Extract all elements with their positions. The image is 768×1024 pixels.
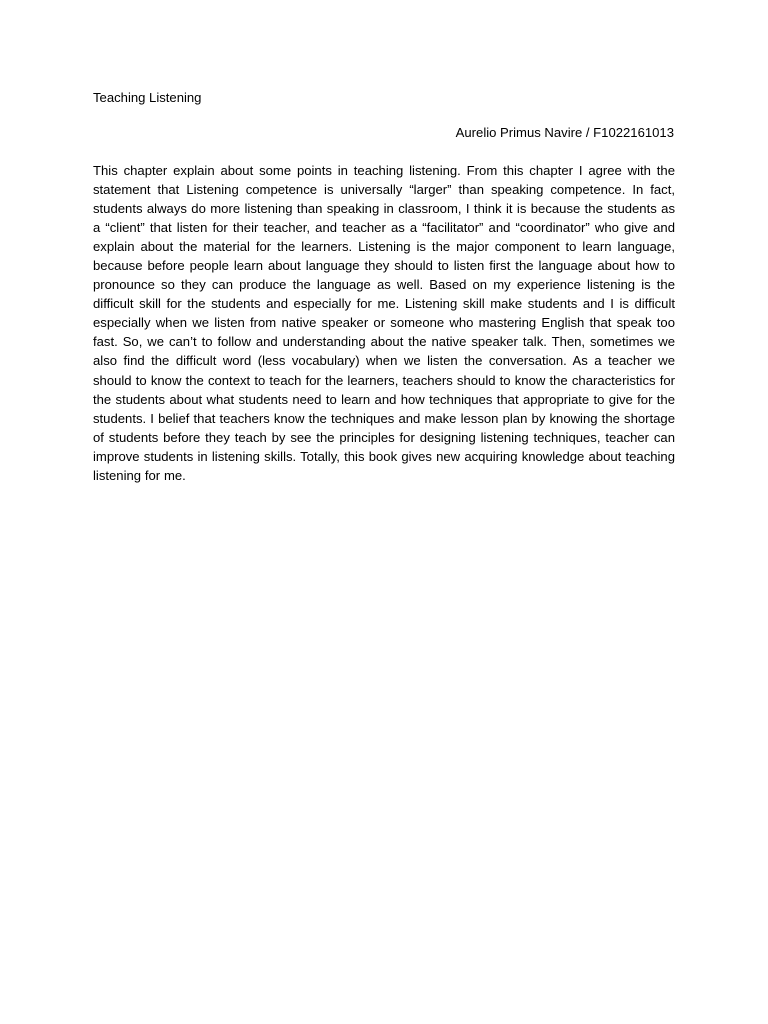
- document-title: Teaching Listening: [93, 90, 202, 105]
- author-line: Aurelio Primus Navire / F1022161013: [455, 125, 674, 140]
- body-paragraph: This chapter explain about some points in teaching listening. From this chapter I agree with the statement that Listening competence is universally “larger” than speaking competence. In fact, students always do more listening than speaking in classroom, I think it is because the students as a “client” that listen for their teacher, and teacher as a “facilitator” and “coordinator” who give and explain about the material for the learners. Listening is the major component to learn language, because before people learn about language they should to listen first the language about how to pronounce so they can produce the language as well. Based on my experience listening is the difficult skill for the students and especially for me. Listening skill make students and I is difficult especially when we listen from native speaker or someone who mastering English that speak too fast. So, we can’t to follow and understanding about the native speaker talk. Then, sometimes we also find the difficult word (less vocabulary) when we listen the conversation. As a teacher we should to know the context to teach for the learners, teachers should to know the characteristics for the students about what students need to learn and how techniques that appropriate to give for the students. I belief that teachers know the techniques and make lesson plan by knowing the shortage of students before they teach by see the principles for designing listening techniques, teacher can improve students in listening skills. Totally, this book gives new acquiring knowledge about teaching listening for me.: [93, 163, 675, 483]
